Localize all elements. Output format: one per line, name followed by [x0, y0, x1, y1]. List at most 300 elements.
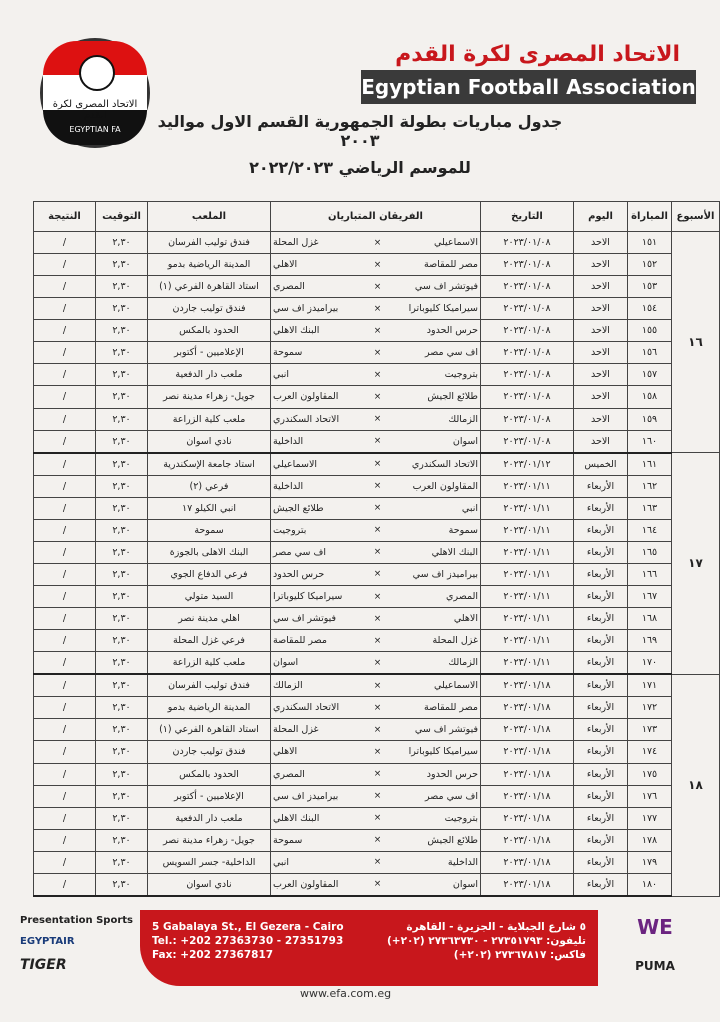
- kickoff-time: ٢,٣٠: [96, 298, 148, 320]
- vs-mark: ×: [367, 276, 389, 298]
- match-number: ١٧٦: [628, 785, 672, 807]
- table-row: [34, 763, 720, 785]
- home-team: اسوان: [389, 430, 481, 453]
- kickoff-time: ٢,٣٠: [96, 232, 148, 254]
- venue: فندق توليب جاردن: [148, 741, 271, 763]
- match-day: الأربعاء: [574, 497, 628, 519]
- table-row: [34, 697, 720, 719]
- sponsor-logos: [20, 915, 140, 1015]
- match-result: /: [34, 254, 96, 276]
- venue: استاد القاهرة الفرعي (١): [148, 276, 271, 298]
- table-row: [34, 298, 720, 320]
- table-row: [34, 586, 720, 608]
- match-number: ١٥٣: [628, 276, 672, 298]
- home-team: الاسماعيلي: [389, 674, 481, 697]
- table-row: [34, 829, 720, 851]
- match-result: /: [34, 475, 96, 497]
- kickoff-time: ٢,٣٠: [96, 763, 148, 785]
- home-team: سيراميكا كليوباترا: [389, 741, 481, 763]
- match-result: /: [34, 586, 96, 608]
- table-row: [34, 785, 720, 807]
- table-row: [34, 519, 720, 541]
- vs-mark: ×: [367, 586, 389, 608]
- away-team: سموحة: [271, 342, 367, 364]
- vs-mark: ×: [367, 873, 389, 896]
- match-number: ١٦٤: [628, 519, 672, 541]
- vs-mark: ×: [367, 254, 389, 276]
- vs-mark: ×: [367, 497, 389, 519]
- away-team: غزل المحلة: [271, 232, 367, 254]
- match-day: الأربعاء: [574, 586, 628, 608]
- vs-mark: ×: [367, 719, 389, 741]
- home-team: بتروجيت: [389, 364, 481, 386]
- logo-text-ar: الاتحاد المصرى لكرة القدم: [52, 99, 138, 121]
- match-date: ٢٠٢٣/٠١/١١: [481, 608, 574, 630]
- match-result: /: [34, 851, 96, 873]
- away-team: اسوان: [271, 652, 367, 675]
- match-number: ١٥٧: [628, 364, 672, 386]
- match-date: ٢٠٢٣/٠١/١٨: [481, 785, 574, 807]
- match-day: الأربعاء: [574, 674, 628, 697]
- match-number: ١٧٠: [628, 652, 672, 675]
- home-team: اسوان: [389, 873, 481, 896]
- vs-mark: ×: [367, 386, 389, 408]
- season-subtitle: للموسم الرياضي ٢٠٢٢/٢٠٢٣: [249, 158, 471, 177]
- match-result: /: [34, 652, 96, 675]
- kickoff-time: ٢,٣٠: [96, 630, 148, 652]
- match-number: ١٥٨: [628, 386, 672, 408]
- sponsor-egyptair: EGYPTAIR: [20, 936, 75, 947]
- match-result: /: [34, 829, 96, 851]
- venue: فندق توليب الفرسان: [148, 674, 271, 697]
- vs-mark: ×: [367, 652, 389, 675]
- away-team: بتروجيت: [271, 519, 367, 541]
- home-team: بيراميدز اف سي: [389, 563, 481, 585]
- venue: استاد القاهرة الفرعي (١): [148, 719, 271, 741]
- vs-mark: ×: [367, 807, 389, 829]
- away-team: انبي: [271, 364, 367, 386]
- venue: ملعب كلية الزراعة: [148, 408, 271, 430]
- table-row: [34, 430, 720, 453]
- table-row: [34, 719, 720, 741]
- kickoff-time: ٢,٣٠: [96, 276, 148, 298]
- venue: ملعب دار الدفعية: [148, 364, 271, 386]
- vs-mark: ×: [367, 763, 389, 785]
- match-day: الأربعاء: [574, 785, 628, 807]
- kickoff-time: ٢,٣٠: [96, 674, 148, 697]
- away-team: حرس الحدود: [271, 563, 367, 585]
- table-row: [34, 497, 720, 519]
- venue: سموحة: [148, 519, 271, 541]
- table-row: [34, 386, 720, 408]
- match-date: ٢٠٢٣/٠١/١١: [481, 652, 574, 675]
- match-result: /: [34, 408, 96, 430]
- col-day: اليوم: [574, 202, 628, 232]
- table-header-row: [34, 202, 720, 232]
- home-team: الزمالك: [389, 652, 481, 675]
- match-number: ١٦٢: [628, 475, 672, 497]
- match-number: ١٧١: [628, 674, 672, 697]
- match-day: الاحد: [574, 430, 628, 453]
- match-date: ٢٠٢٣/٠١/٠٨: [481, 430, 574, 453]
- match-date: ٢٠٢٣/٠١/١١: [481, 497, 574, 519]
- kickoff-time: ٢,٣٠: [96, 873, 148, 896]
- match-result: /: [34, 697, 96, 719]
- home-team: الاسماعيلي: [389, 232, 481, 254]
- venue: جويل- زهراء مدينة نصر: [148, 386, 271, 408]
- venue: نادي اسوان: [148, 873, 271, 896]
- home-team: سموحة: [389, 519, 481, 541]
- vs-mark: ×: [367, 364, 389, 386]
- kickoff-time: ٢,٣٠: [96, 785, 148, 807]
- away-team: الاتحاد السكندري: [271, 697, 367, 719]
- venue: فندق توليب جاردن: [148, 298, 271, 320]
- match-result: /: [34, 873, 96, 896]
- match-day: الاحد: [574, 342, 628, 364]
- match-day: الأربعاء: [574, 697, 628, 719]
- table-row: [34, 541, 720, 563]
- match-date: ٢٠٢٣/٠١/١٨: [481, 697, 574, 719]
- table-row: [34, 741, 720, 763]
- away-team: بيراميدز اف سي: [271, 298, 367, 320]
- match-result: /: [34, 497, 96, 519]
- match-number: ١٦١: [628, 453, 672, 476]
- home-team: طلائع الجيش: [389, 829, 481, 851]
- home-team: المقاولون العرب: [389, 475, 481, 497]
- match-number: ١٧٧: [628, 807, 672, 829]
- away-team: الاهلي: [271, 254, 367, 276]
- puma-logo: PUMA: [635, 959, 675, 973]
- match-result: /: [34, 342, 96, 364]
- away-team: البنك الاهلي: [271, 807, 367, 829]
- kickoff-time: ٢,٣٠: [96, 697, 148, 719]
- header: [0, 0, 720, 200]
- vs-mark: ×: [367, 408, 389, 430]
- kickoff-time: ٢,٣٠: [96, 497, 148, 519]
- match-day: الأربعاء: [574, 807, 628, 829]
- away-team: انبي: [271, 851, 367, 873]
- col-time: التوقيت: [96, 202, 148, 232]
- match-number: ١٦٥: [628, 541, 672, 563]
- away-team: الداخلية: [271, 430, 367, 453]
- away-team: الاتحاد السكندري: [271, 408, 367, 430]
- home-team: اف سي مصر: [389, 342, 481, 364]
- table-row: [34, 873, 720, 896]
- vs-mark: ×: [367, 232, 389, 254]
- match-date: ٢٠٢٣/٠١/١١: [481, 475, 574, 497]
- match-number: ١٦٦: [628, 563, 672, 585]
- week-number: ١٨: [672, 674, 720, 896]
- home-team: حرس الحدود: [389, 763, 481, 785]
- away-team: غزل المحلة: [271, 719, 367, 741]
- venue: جويل- زهراء مدينة نصر: [148, 829, 271, 851]
- match-day: الاحد: [574, 232, 628, 254]
- vs-mark: ×: [367, 541, 389, 563]
- match-result: /: [34, 674, 96, 697]
- match-date: ٢٠٢٣/٠١/٠٨: [481, 254, 574, 276]
- venue: فرعي غزل المحلة: [148, 630, 271, 652]
- match-day: الأربعاء: [574, 851, 628, 873]
- away-team: المصري: [271, 276, 367, 298]
- match-date: ٢٠٢٣/٠١/١٨: [481, 719, 574, 741]
- away-team: البنك الاهلي: [271, 320, 367, 342]
- match-date: ٢٠٢٣/٠١/١٨: [481, 807, 574, 829]
- vs-mark: ×: [367, 563, 389, 585]
- match-day: الأربعاء: [574, 763, 628, 785]
- match-day: الاحد: [574, 386, 628, 408]
- match-day: الأربعاء: [574, 475, 628, 497]
- kickoff-time: ٢,٣٠: [96, 519, 148, 541]
- match-number: ١٥١: [628, 232, 672, 254]
- schedule-table: [33, 201, 720, 897]
- table-row: [34, 453, 720, 476]
- match-date: ٢٠٢٣/٠١/١٨: [481, 741, 574, 763]
- week-number: ١٧: [672, 453, 720, 675]
- home-team: انبي: [389, 497, 481, 519]
- efa-logo: [40, 38, 150, 148]
- match-result: /: [34, 719, 96, 741]
- match-date: ٢٠٢٣/٠١/٠٨: [481, 232, 574, 254]
- match-result: /: [34, 630, 96, 652]
- vs-mark: ×: [367, 342, 389, 364]
- table-row: [34, 608, 720, 630]
- match-result: /: [34, 785, 96, 807]
- vs-mark: ×: [367, 697, 389, 719]
- match-date: ٢٠٢٣/٠١/١٨: [481, 851, 574, 873]
- venue: المدينة الرياضية بدمو: [148, 697, 271, 719]
- vs-mark: ×: [367, 453, 389, 476]
- address-ar: ٥ شارع الجبلاية - الجزيرة - القاهرة تليفون: ٢٧٣٥١٧٩٣ - ٢٧٣٦٣٧٣٠ (٢٠٢+) فاكس: ٢٧٣٦٧٨١٧ (٢٠٢+): [386, 921, 586, 961]
- we-sponsor: [605, 915, 705, 973]
- match-date: ٢٠٢٣/٠١/١١: [481, 586, 574, 608]
- away-team: المقاولون العرب: [271, 873, 367, 896]
- venue: انبي الكيلو ١٧: [148, 497, 271, 519]
- match-result: /: [34, 320, 96, 342]
- match-day: الأربعاء: [574, 719, 628, 741]
- match-number: ١٦٨: [628, 608, 672, 630]
- kickoff-time: ٢,٣٠: [96, 563, 148, 585]
- match-result: /: [34, 541, 96, 563]
- match-result: /: [34, 453, 96, 476]
- vs-mark: ×: [367, 741, 389, 763]
- match-number: ١٧٢: [628, 697, 672, 719]
- vs-mark: ×: [367, 829, 389, 851]
- match-date: ٢٠٢٣/٠١/٠٨: [481, 408, 574, 430]
- match-day: الأربعاء: [574, 608, 628, 630]
- away-team: الاسماعيلي: [271, 453, 367, 476]
- match-number: ١٧٣: [628, 719, 672, 741]
- vs-mark: ×: [367, 630, 389, 652]
- kickoff-time: ٢,٣٠: [96, 851, 148, 873]
- home-team: طلائع الجيش: [389, 386, 481, 408]
- logo-text-en: EGYPTIAN FA: [69, 125, 121, 134]
- match-day: الاحد: [574, 254, 628, 276]
- home-team: الزمالك: [389, 408, 481, 430]
- match-date: ٢٠٢٣/٠١/١٨: [481, 763, 574, 785]
- association-name-en: Egyptian Football Association: [361, 70, 696, 104]
- home-team: فيوتشر اف سي: [389, 719, 481, 741]
- association-name-ar: الاتحاد المصرى لكرة القدم: [395, 42, 680, 67]
- table-row: [34, 254, 720, 276]
- vs-mark: ×: [367, 519, 389, 541]
- match-number: ١٨٠: [628, 873, 672, 896]
- match-number: ١٦٣: [628, 497, 672, 519]
- home-team: الاهلي: [389, 608, 481, 630]
- venue: ملعب كلية الزراعة: [148, 652, 271, 675]
- sponsor-tiger: TIGER: [20, 957, 67, 973]
- kickoff-time: ٢,٣٠: [96, 364, 148, 386]
- venue: السيد متولي: [148, 586, 271, 608]
- match-day: الاحد: [574, 320, 628, 342]
- table-row: [34, 364, 720, 386]
- match-day: الاحد: [574, 408, 628, 430]
- match-number: ١٧٨: [628, 829, 672, 851]
- match-date: ٢٠٢٣/٠١/١١: [481, 563, 574, 585]
- match-number: ١٧٩: [628, 851, 672, 873]
- table-row: [34, 807, 720, 829]
- match-result: /: [34, 276, 96, 298]
- table-row: [34, 232, 720, 254]
- match-day: الأربعاء: [574, 519, 628, 541]
- col-teams: الفريقان المتباريان: [271, 202, 481, 232]
- kickoff-time: ٢,٣٠: [96, 475, 148, 497]
- website-link[interactable]: www.efa.com.eg: [300, 987, 392, 1000]
- vs-mark: ×: [367, 674, 389, 697]
- home-team: البنك الاهلي: [389, 541, 481, 563]
- table-row: [34, 342, 720, 364]
- match-date: ٢٠٢٣/٠١/١٨: [481, 829, 574, 851]
- table-row: [34, 851, 720, 873]
- home-team: الاتحاد السكندري: [389, 453, 481, 476]
- venue: الحدود بالمكس: [148, 763, 271, 785]
- contact-band: [140, 910, 598, 986]
- home-team: حرس الحدود: [389, 320, 481, 342]
- table-row: [34, 563, 720, 585]
- match-number: ١٥٤: [628, 298, 672, 320]
- kickoff-time: ٢,٣٠: [96, 541, 148, 563]
- match-result: /: [34, 232, 96, 254]
- venue: نادي اسوان: [148, 430, 271, 453]
- match-day: الخميس: [574, 453, 628, 476]
- match-date: ٢٠٢٣/٠١/٠٨: [481, 386, 574, 408]
- match-day: الأربعاء: [574, 829, 628, 851]
- home-team: المصري: [389, 586, 481, 608]
- home-team: بتروجيت: [389, 807, 481, 829]
- table-row: [34, 674, 720, 697]
- match-date: ٢٠٢٣/٠١/٠٨: [481, 276, 574, 298]
- match-day: الأربعاء: [574, 563, 628, 585]
- kickoff-time: ٢,٣٠: [96, 342, 148, 364]
- match-result: /: [34, 741, 96, 763]
- venue: ملعب دار الدفعية: [148, 807, 271, 829]
- home-team: فيوتشر اف سي: [389, 276, 481, 298]
- footer: [0, 905, 720, 1022]
- match-number: ١٦٧: [628, 586, 672, 608]
- vs-mark: ×: [367, 851, 389, 873]
- page-title: جدول مباريات بطولة الجمهورية القسم الاول مواليد ٢٠٠٣: [157, 112, 563, 150]
- kickoff-time: ٢,٣٠: [96, 652, 148, 675]
- away-team: فيوتشر اف سي: [271, 608, 367, 630]
- match-result: /: [34, 519, 96, 541]
- kickoff-time: ٢,٣٠: [96, 741, 148, 763]
- address-en: 5 Gabalaya St., El Gezera - Cairo Tel.: +202 27363730 - 27351793 Fax: +202 27367817: [152, 921, 344, 961]
- match-date: ٢٠٢٣/٠١/١١: [481, 541, 574, 563]
- sponsor-presentation: Presentation Sports: [20, 915, 133, 926]
- match-number: ١٥٥: [628, 320, 672, 342]
- match-day: الأربعاء: [574, 541, 628, 563]
- kickoff-time: ٢,٣٠: [96, 807, 148, 829]
- kickoff-time: ٢,٣٠: [96, 829, 148, 851]
- match-date: ٢٠٢٣/٠١/١٢: [481, 453, 574, 476]
- match-date: ٢٠٢٣/٠١/٠٨: [481, 320, 574, 342]
- match-number: ١٧٤: [628, 741, 672, 763]
- match-number: ١٥٩: [628, 408, 672, 430]
- vs-mark: ×: [367, 608, 389, 630]
- match-result: /: [34, 430, 96, 453]
- home-team: اف سي مصر: [389, 785, 481, 807]
- match-date: ٢٠٢٣/٠١/٠٨: [481, 342, 574, 364]
- table-row: [34, 475, 720, 497]
- football-icon: [79, 55, 115, 91]
- match-date: ٢٠٢٣/٠١/١٨: [481, 873, 574, 896]
- table-row: [34, 276, 720, 298]
- match-date: ٢٠٢٣/٠١/١١: [481, 519, 574, 541]
- venue: اهلي مدينة نصر: [148, 608, 271, 630]
- venue: الإعلاميين - أكتوبر: [148, 785, 271, 807]
- match-date: ٢٠٢٣/٠١/٠٨: [481, 298, 574, 320]
- home-team: غزل المحلة: [389, 630, 481, 652]
- venue: استاد جامعة الإسكندرية: [148, 453, 271, 476]
- match-number: ١٥٢: [628, 254, 672, 276]
- venue: المدينة الرياضية بدمو: [148, 254, 271, 276]
- we-logo: WE: [637, 915, 673, 939]
- kickoff-time: ٢,٣٠: [96, 586, 148, 608]
- venue: الداخلية- جسر السويس: [148, 851, 271, 873]
- table-row: [34, 630, 720, 652]
- away-team: سيراميكا كليوباترا: [271, 586, 367, 608]
- away-team: الاهلي: [271, 741, 367, 763]
- match-day: الأربعاء: [574, 873, 628, 896]
- match-number: ١٦٩: [628, 630, 672, 652]
- match-day: الأربعاء: [574, 652, 628, 675]
- away-team: الزمالك: [271, 674, 367, 697]
- away-team: الداخلية: [271, 475, 367, 497]
- away-team: المقاولون العرب: [271, 386, 367, 408]
- match-result: /: [34, 298, 96, 320]
- venue: الحدود بالمكس: [148, 320, 271, 342]
- match-result: /: [34, 763, 96, 785]
- venue: فرعي الدفاع الجوي: [148, 563, 271, 585]
- away-team: مصر للمقاصة: [271, 630, 367, 652]
- col-venue: الملعب: [148, 202, 271, 232]
- away-team: سموحة: [271, 829, 367, 851]
- kickoff-time: ٢,٣٠: [96, 386, 148, 408]
- match-date: ٢٠٢٣/٠١/٠٨: [481, 364, 574, 386]
- match-day: الأربعاء: [574, 741, 628, 763]
- home-team: مصر للمقاصة: [389, 697, 481, 719]
- kickoff-time: ٢,٣٠: [96, 453, 148, 476]
- vs-mark: ×: [367, 320, 389, 342]
- vs-mark: ×: [367, 475, 389, 497]
- match-day: الاحد: [574, 364, 628, 386]
- week-number: ١٦: [672, 232, 720, 453]
- kickoff-time: ٢,٣٠: [96, 430, 148, 453]
- home-team: سيراميكا كليوباترا: [389, 298, 481, 320]
- away-team: طلائع الجيش: [271, 497, 367, 519]
- venue: الإعلاميين - أكتوبر: [148, 342, 271, 364]
- match-number: ١٥٦: [628, 342, 672, 364]
- home-team: مصر للمقاصة: [389, 254, 481, 276]
